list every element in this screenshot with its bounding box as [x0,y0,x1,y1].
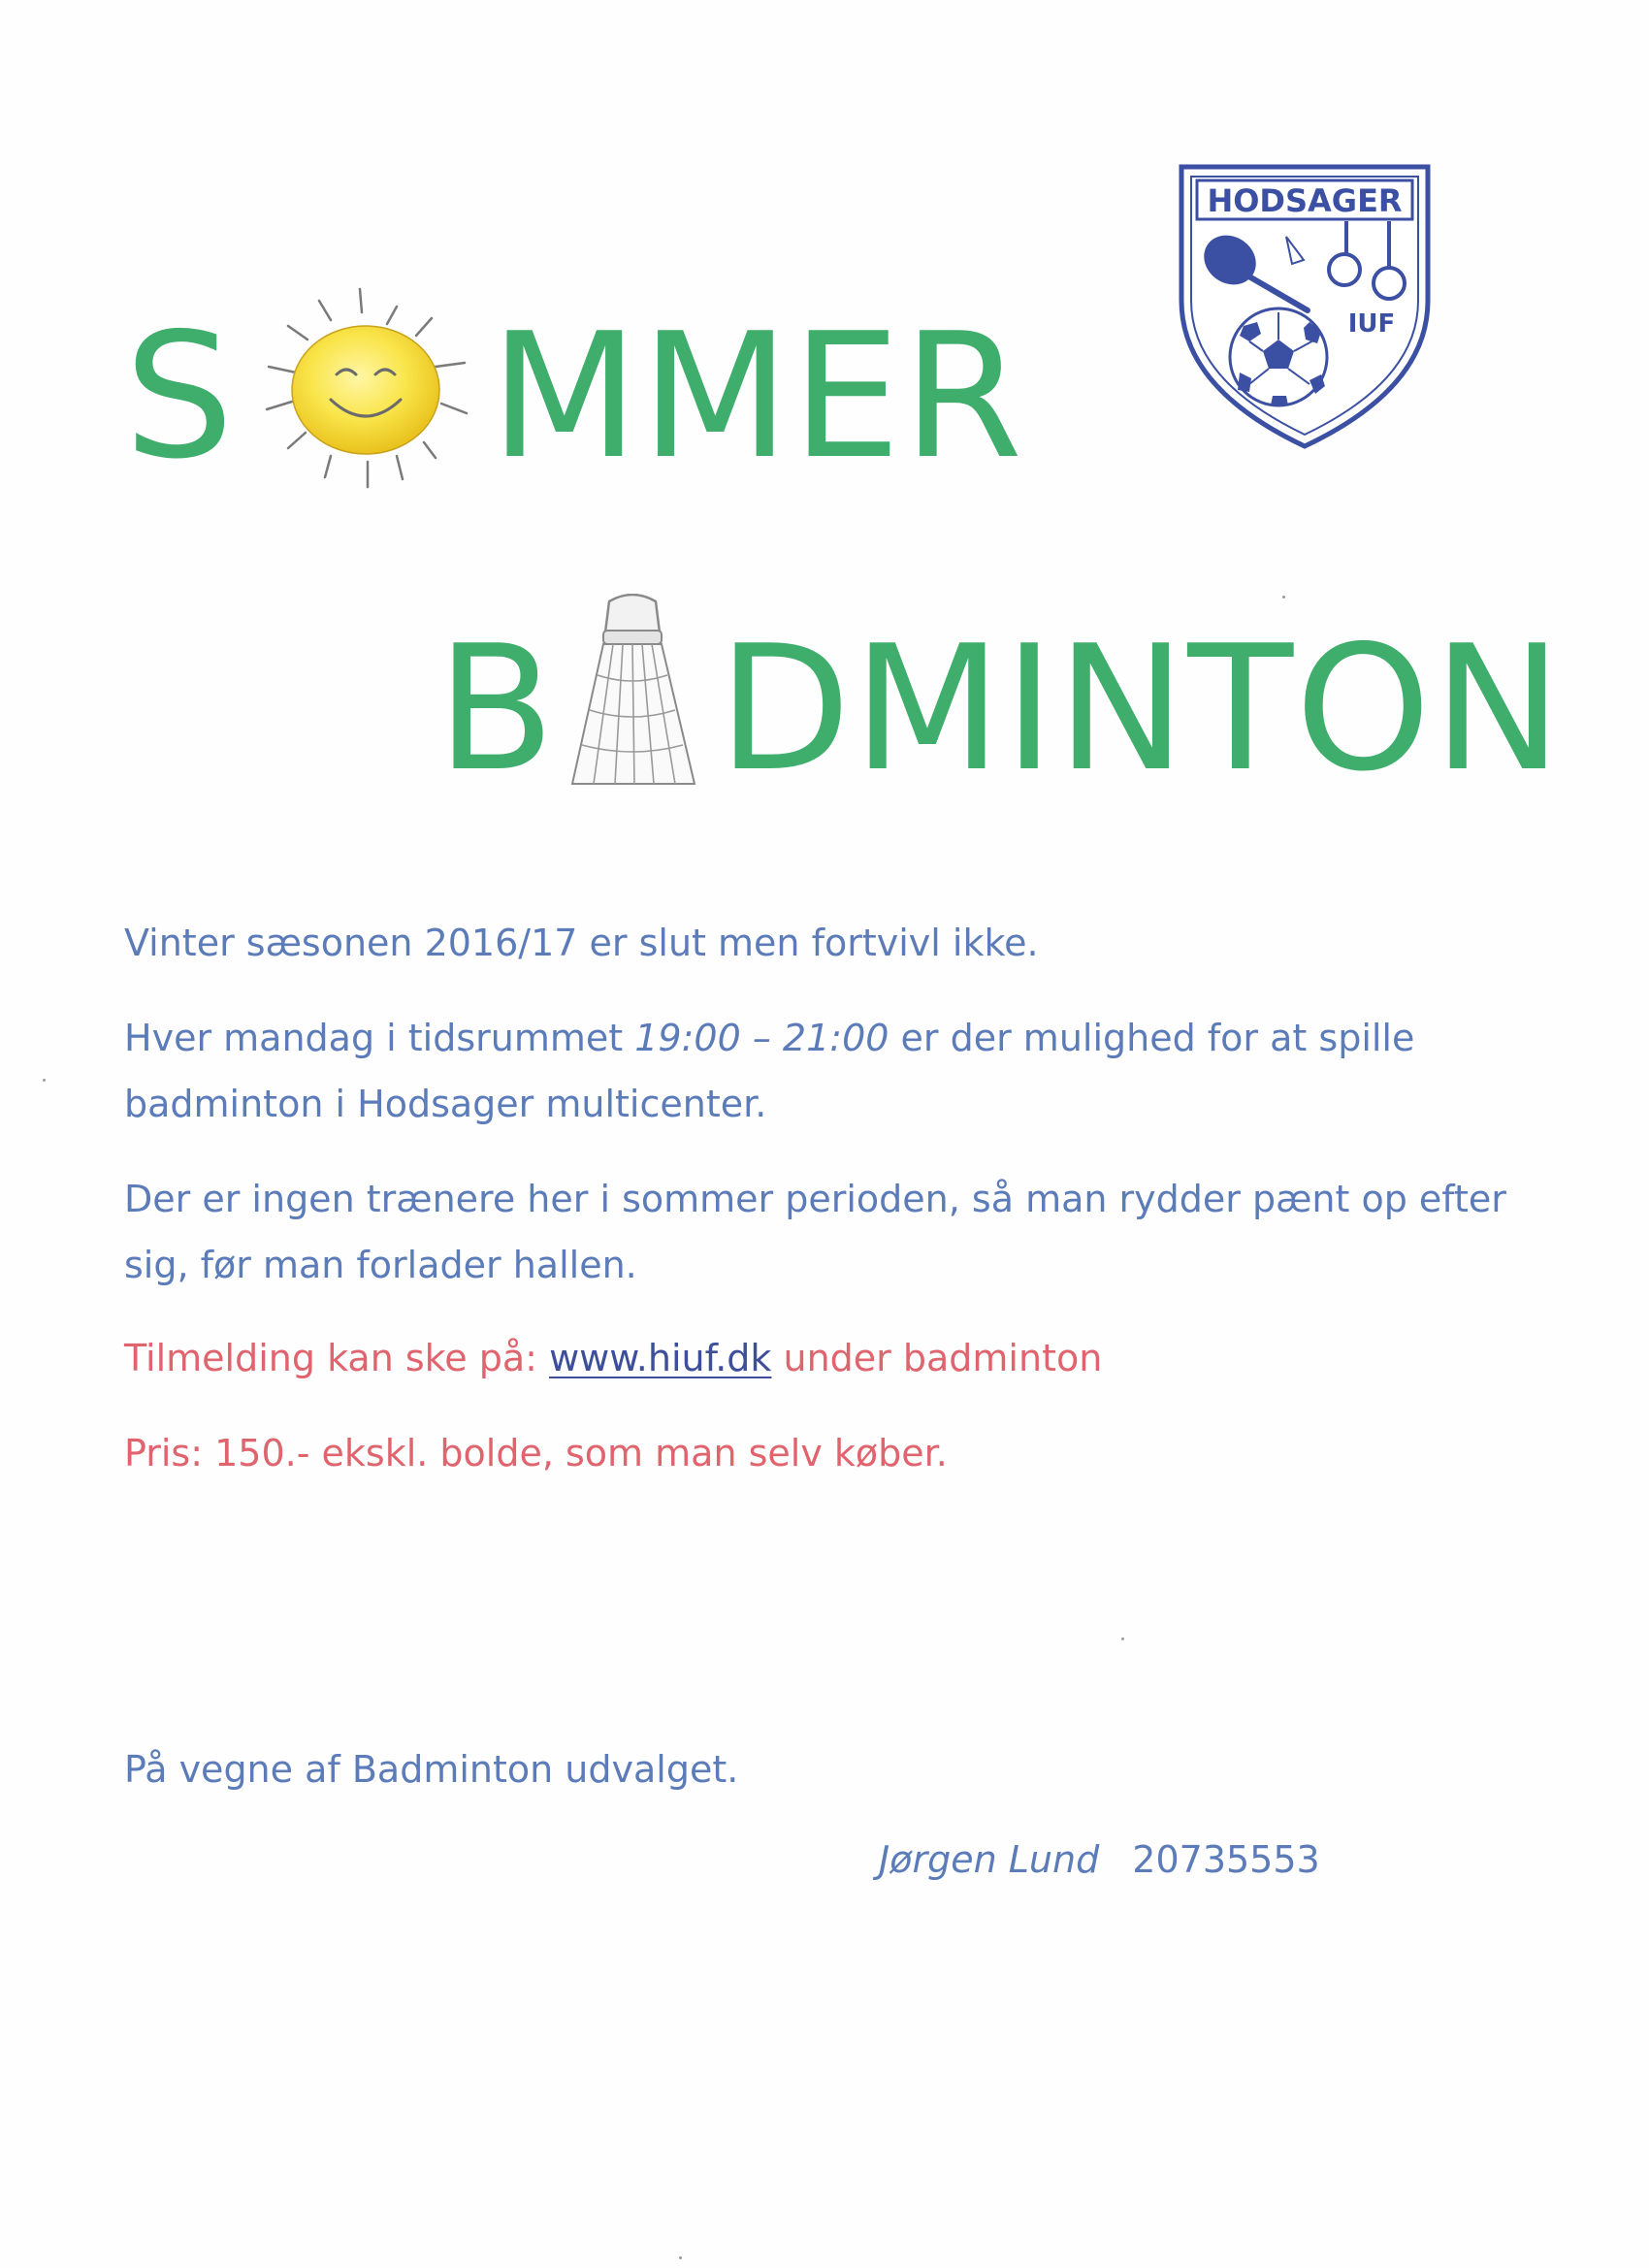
scan-speck [1282,596,1285,599]
closing-text: På vegne af Badminton udvalget. [124,1748,739,1791]
sun-icon [242,285,484,499]
signature-name: Jørgen Lund [879,1838,1100,1881]
football-icon [1230,308,1327,405]
shuttlecock-icon [561,594,706,788]
scan-speck [679,2256,682,2259]
signup-suffix: under badminton [771,1337,1103,1379]
club-logo-shield [1164,155,1445,456]
signup-link[interactable]: www.hiuf.dk [549,1337,772,1379]
season-ended-text: Vinter sæsonen 2016/17 er slut men fortvivl ikke. [124,922,1039,964]
logo-club-name: HODSAGER [1207,182,1403,219]
scan-speck [1121,1637,1124,1640]
title-sommer-rest: MMER [490,296,1025,497]
signature-phone: 20735553 [1132,1838,1320,1881]
title-sommer-s: S [124,296,236,497]
price-text: Pris: 150.- ekskl. bolde, som man selv køber. [124,1432,948,1474]
scan-speck [43,1079,46,1082]
schedule-suffix: er der mulighed for at spille badminton i Hodsager multicenter. [124,1017,1415,1125]
title-badminton [436,608,1565,809]
title-badminton-b: B [436,608,558,809]
no-trainers-text: Der er ingen trænere her i sommer perioden, så man rydder pænt op efter sig, før man forlader hallen. [124,1178,1506,1286]
schedule-time: 19:00 – 21:00 [634,1017,889,1059]
logo-abbreviation: IUF [1347,309,1396,339]
signature [879,1827,1320,1893]
title-sommer [124,296,1025,497]
schedule-prefix: Hver mandag i tidsrummet [124,1017,635,1059]
title-badminton-rest: DMINTON [718,608,1565,809]
signup-prefix: Tilmelding kan ske på: [124,1337,550,1379]
schedule-text [124,1005,1560,1137]
signup-text [124,1325,1560,1391]
